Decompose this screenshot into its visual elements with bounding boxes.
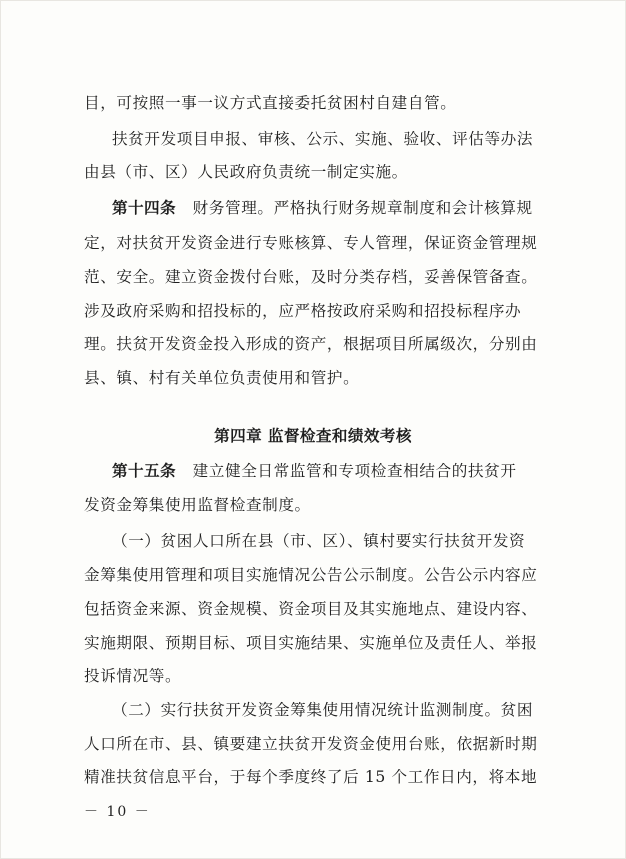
text-line: 包括资金来源、资金规模、资金项目及其实施地点、建设内容、: [84, 600, 538, 618]
text-line: 人口所在市、县、镇要建立扶贫开发资金使用台账，依据新时期: [84, 735, 538, 753]
text-line: 投诉情况等。: [84, 667, 182, 685]
article-14-label: 第十四条: [112, 199, 176, 217]
text-line: 金筹集使用管理和项目实施情况公告公示制度。公告公示内容应: [84, 566, 538, 584]
text-line: 实施期限、预期目标、项目实施结果、实施单位及责任人、举报: [84, 634, 538, 652]
article-14-paragraph-start: [112, 198, 554, 218]
chapter-4-heading: 第四章 监督检查和绩效考核: [214, 427, 412, 445]
article-15-label: 第十五条: [112, 462, 176, 480]
page-number: － 10 －: [84, 804, 151, 820]
text-line: 目，可按照一事一议方式直接委托贫困村自建自管。: [84, 94, 457, 112]
text-line: 财务管理。严格执行财务规章制度和会计核算规: [192, 199, 533, 217]
text-line: 发资金筹集使用监督检查制度。: [84, 496, 311, 514]
text-line: 县、镇、村有关单位负责使用和管护。: [84, 369, 360, 387]
text-line: 精准扶贫信息平台，于每个季度终了后 15 个工作日内，将本地: [84, 768, 538, 786]
text-line: 由县（市、区）人民政府负责统一制定实施。: [84, 163, 408, 181]
text-line: 扶贫开发项目申报、审核、公示、实施、验收、评估等办法: [112, 130, 534, 148]
text-line: （二）实行扶贫开发资金筹集使用情况统计监测制度。贫困: [112, 701, 534, 719]
text-line: 定，对扶贫开发资金进行专账核算、专人管理，保证资金管理规: [84, 234, 538, 252]
text-line: （一）贫困人口所在县（市、区）、镇村要实行扶贫开发资: [112, 532, 526, 550]
article-15-paragraph-start: [112, 461, 554, 481]
text-line: 理。扶贫开发资金投入形成的资产，根据项目所属级次，分别由: [84, 335, 538, 353]
text-line: 建立健全日常监管和专项检查相结合的扶贫开: [192, 462, 517, 480]
text-line: 涉及政府采购和招投标的，应严格按政府采购和招投标程序办: [84, 302, 522, 320]
text-line: 范、安全。建立资金拨付台账，及时分类存档，妥善保管备查。: [84, 268, 538, 286]
